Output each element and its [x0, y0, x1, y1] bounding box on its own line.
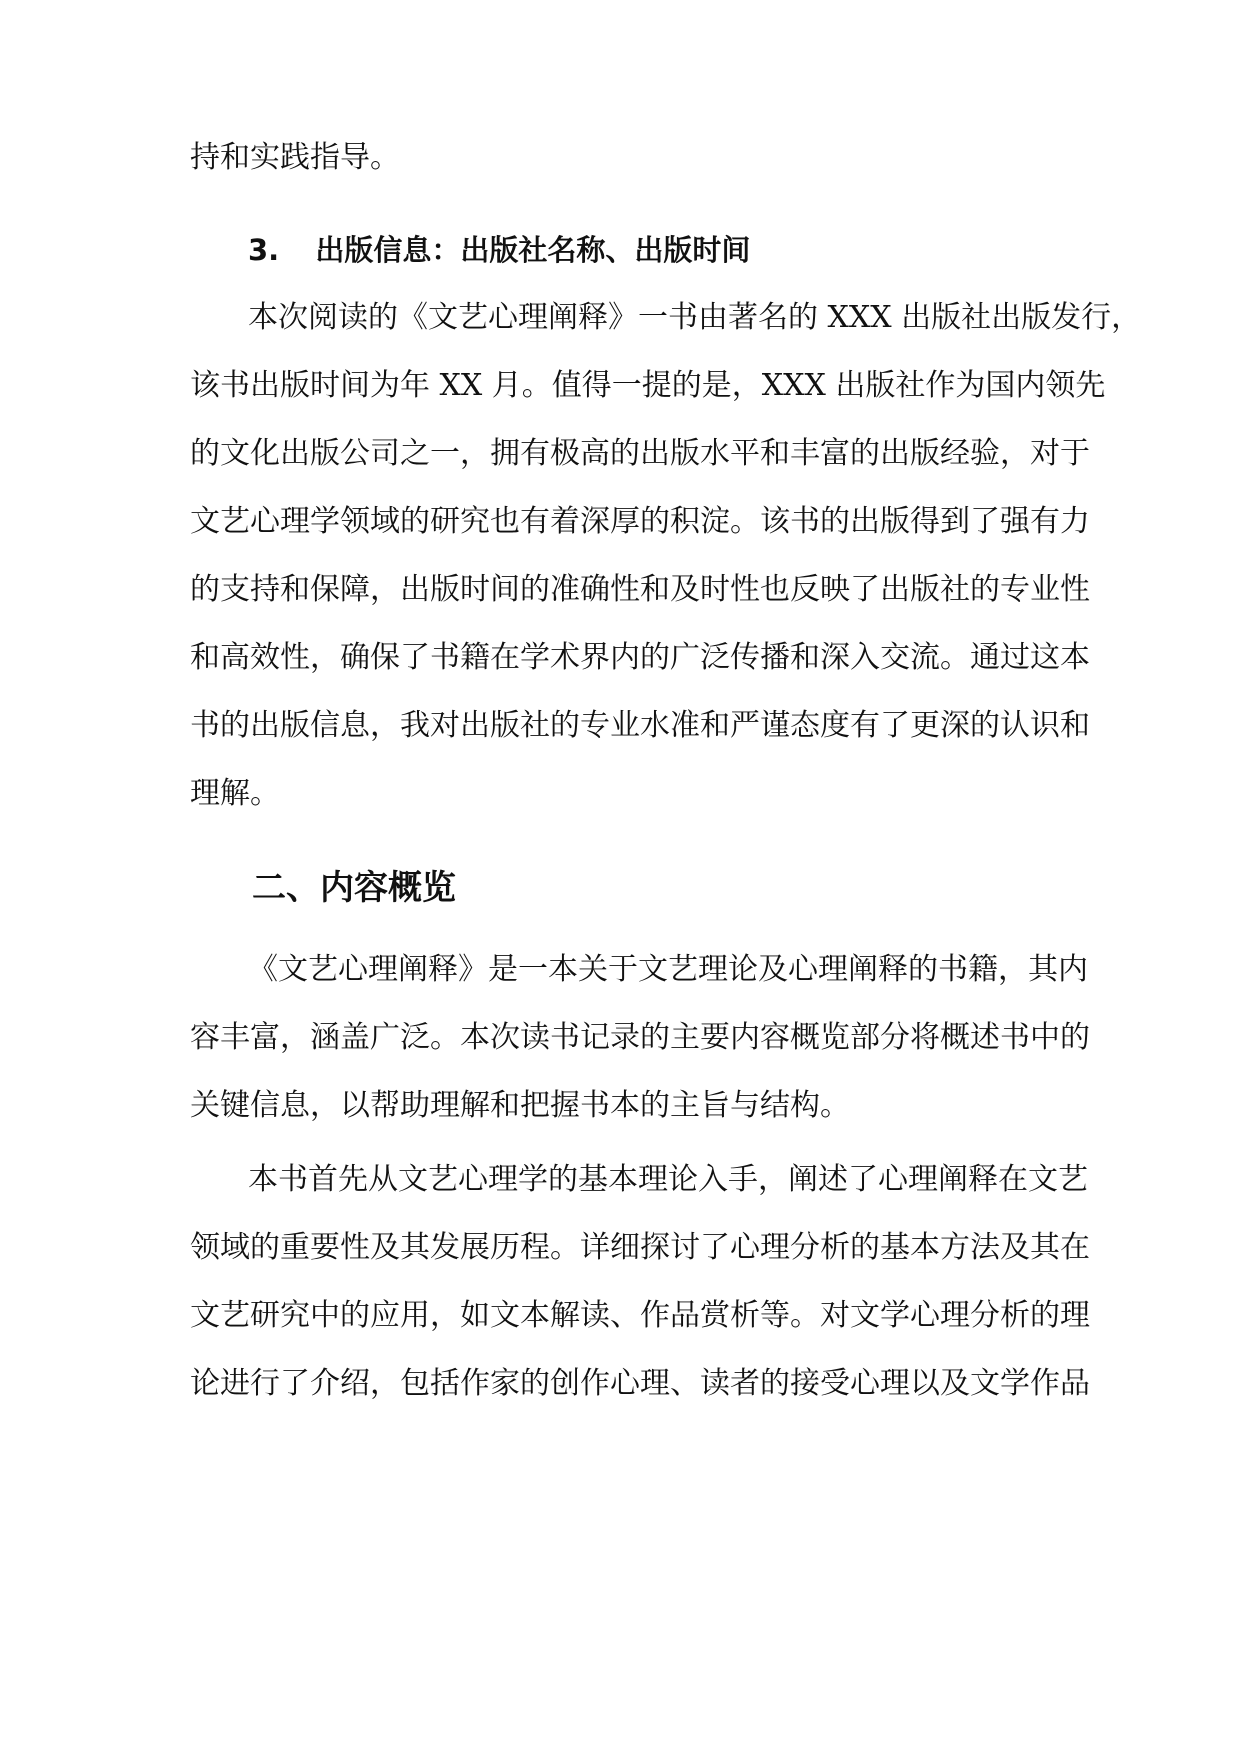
paragraph-line: 的文化出版公司之一，拥有极高的出版水平和丰富的出版经验，对于: [190, 436, 1090, 471]
paragraph-line: 本次阅读的《文艺心理阐释》一书由著名的 XXX 出版社出版发行，: [248, 300, 1142, 335]
paragraph-line: 文艺心理学领域的研究也有着深厚的积淀。该书的出版得到了强有力: [190, 504, 1090, 539]
paragraph-line: 理解。: [190, 776, 280, 811]
subsection-number: 3.: [248, 233, 280, 267]
paragraph-line: 论进行了介绍，包括作家的创作心理、读者的接受心理以及文学作品: [190, 1366, 1090, 1401]
carryover-line: 持和实践指导。: [190, 140, 400, 175]
paragraph-line: 文艺研究中的应用，如文本解读、作品赏析等。对文学心理分析的理: [190, 1298, 1090, 1333]
paragraph-line: 该书出版时间为年 XX 月。值得一提的是，XXX 出版社作为国内领先: [190, 368, 1106, 403]
paragraph-line: 容丰富，涵盖广泛。本次读书记录的主要内容概览部分将概述书中的: [190, 1020, 1090, 1055]
paragraph-line: 和高效性，确保了书籍在学术界内的广泛传播和深入交流。通过这本: [190, 640, 1090, 675]
subsection-title: 出版信息：出版社名称、出版时间: [315, 233, 751, 267]
paragraph-line: 的支持和保障，出版时间的准确性和及时性也反映了出版社的专业性: [190, 572, 1090, 607]
paragraph-line: 书的出版信息，我对出版社的专业水准和严谨态度有了更深的认识和: [190, 708, 1090, 743]
paragraph-line: 本书首先从文艺心理学的基本理论入手，阐述了心理阐释在文艺: [248, 1162, 1088, 1197]
section-heading: 二、内容概览: [252, 868, 456, 908]
paragraph-line: 关键信息，以帮助理解和把握书本的主旨与结构。: [190, 1088, 850, 1123]
subsection-heading: [248, 230, 750, 270]
paragraph-line: 《文艺心理阐释》是一本关于文艺理论及心理阐释的书籍，其内: [248, 952, 1088, 987]
paragraph-line: 领域的重要性及其发展历程。详细探讨了心理分析的基本方法及其在: [190, 1230, 1090, 1265]
